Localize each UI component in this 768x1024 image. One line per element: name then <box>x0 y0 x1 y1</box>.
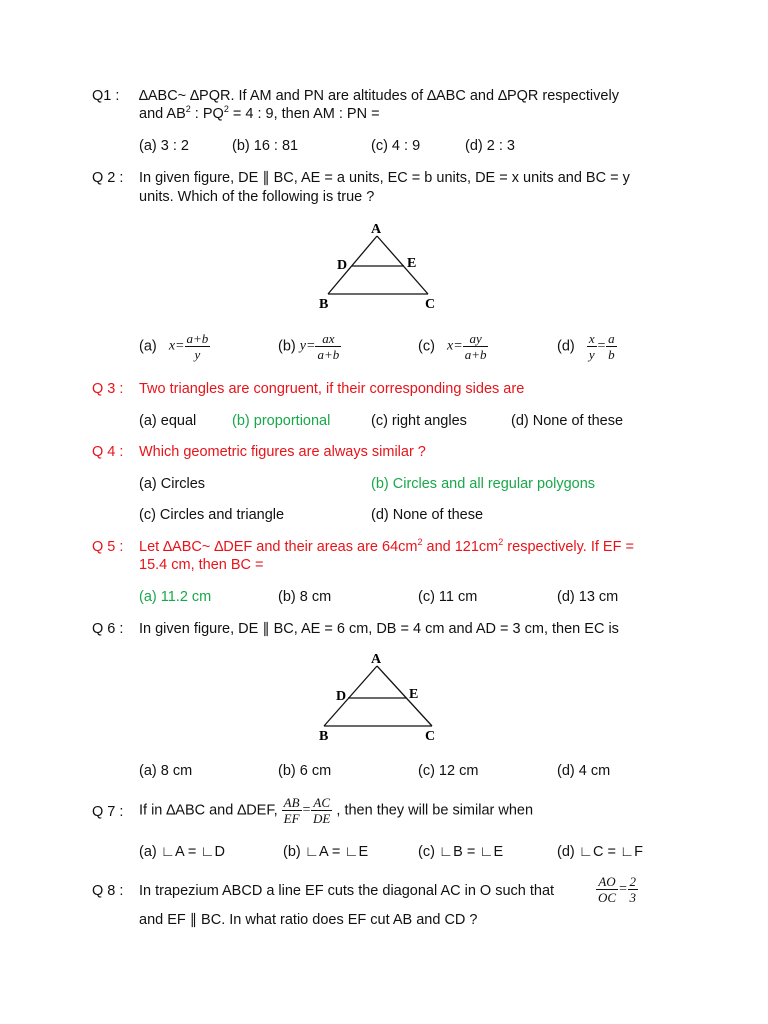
option-a[interactable]: (a) 8 cm <box>139 763 193 779</box>
vertex-label-a: A <box>371 222 382 237</box>
question-text: In trapezium ABCD a line EF cuts the diagonal AC in O such that <box>139 883 555 899</box>
option-c[interactable]: (c) x= $\frac{ay}{a+b}$ <box>418 331 487 362</box>
vertex-label-e: E <box>407 256 417 271</box>
vertex-label-e: E <box>409 687 419 702</box>
option-c[interactable]: (c) right angles <box>371 413 467 429</box>
vertex-label-b: B <box>319 297 329 312</box>
question-text: units. Which of the following is true ? <box>139 189 375 205</box>
option-d[interactable]: (d) 4 cm <box>557 763 611 779</box>
option-b[interactable]: (b) 16 : 81 <box>232 138 299 154</box>
question-text: and EF ∥ BC. In what ratio does EF cut AB and CD ? <box>139 912 478 928</box>
option-d[interactable]: (d) 2 : 3 <box>465 138 515 154</box>
option-d[interactable]: (d) $\frac{x}{y}$ = $\frac{a}{b}$ <box>557 331 615 362</box>
question-number: Q 5 : <box>92 539 124 555</box>
option-b-correct[interactable]: (b) Circles and all regular polygons <box>371 476 596 492</box>
question-number: Q 2 : <box>92 170 124 186</box>
question-text: Which geometric figures are always similar ? <box>139 444 426 460</box>
vertex-label-a: A <box>371 652 382 667</box>
option-a-correct[interactable]: (a) 11.2 cm <box>139 589 212 605</box>
option-c[interactable]: (c) ∟B = ∟E <box>418 844 504 860</box>
question-text: If in ∆ABC and ∆DEF, $\frac{AB}{EF}$ = $\frac{AC}{DE}$ , then they will be similar when <box>139 795 534 826</box>
question-number: Q 7 : <box>92 804 124 820</box>
option-a[interactable]: (a) 3 : 2 <box>139 138 189 154</box>
ratio-fraction: $\frac{AO}{OC}$ = $\frac{2}{3}$ <box>598 874 637 905</box>
option-c[interactable]: (c) Circles and triangle <box>139 507 285 523</box>
option-b[interactable]: (b) y= $\frac{ax}{a+b}$ <box>278 331 340 362</box>
question-text: 15.4 cm, then BC = <box>139 557 264 573</box>
option-a[interactable]: (a) x= $\frac{a+b}{y}$ <box>139 331 209 362</box>
option-b[interactable]: (b) 8 cm <box>278 589 332 605</box>
option-a[interactable]: (a) equal <box>139 413 197 429</box>
question-number: Q 4 : <box>92 444 124 460</box>
vertex-label-c: C <box>425 729 436 743</box>
question-number: Q 6 : <box>92 621 124 637</box>
option-c[interactable]: (c) 4 : 9 <box>371 138 421 154</box>
question-text: Let ∆ABC~ ∆DEF and their areas are $64cm^2$ and $121cm^2$ respectively. If EF = <box>139 537 634 555</box>
question-text: In given figure, DE ∥ BC, AE = 6 cm, DB = 4 cm and AD = 3 cm, then EC is <box>139 621 619 637</box>
option-c[interactable]: (c) 11 cm <box>418 589 478 605</box>
option-d[interactable]: (d) None of these <box>511 413 624 429</box>
option-d[interactable]: (d) None of these <box>371 507 484 523</box>
option-d[interactable]: (d) 13 cm <box>557 589 619 605</box>
vertex-label-d: D <box>337 258 348 273</box>
vertex-label-c: C <box>425 297 436 312</box>
option-a[interactable]: (a) Circles <box>139 476 206 492</box>
question-number: Q1 : <box>92 88 120 104</box>
option-a[interactable]: (a) ∟A = ∟D <box>139 844 226 860</box>
question-text: In given figure, DE ∥ BC, AE = a units, EC = b units, DE = x units and BC = y <box>139 170 630 186</box>
question-text: Two triangles are congruent, if their corresponding sides are <box>139 381 525 397</box>
question-text: ∆ABC~ ∆PQR. If AM and PN are altitudes of ∆ABC and ∆PQR respectively <box>139 88 619 104</box>
question-number: Q 8 : <box>92 883 124 899</box>
question-number: Q 3 : <box>92 381 124 397</box>
option-c[interactable]: (c) 12 cm <box>418 763 479 779</box>
triangle-figure <box>310 648 450 743</box>
triangle-figure <box>310 218 450 313</box>
option-b[interactable]: (b) ∟A = ∟E <box>283 844 369 860</box>
question-text: and $AB^2$ : $PQ^2 = 4$ : 9, then AM : PN = <box>139 104 380 122</box>
option-b[interactable]: (b) 6 cm <box>278 763 332 779</box>
option-d[interactable]: (d) ∟C = ∟F <box>557 844 643 860</box>
vertex-label-d: D <box>336 689 347 704</box>
option-b-correct[interactable]: (b) proportional <box>232 413 331 429</box>
vertex-label-b: B <box>319 729 329 743</box>
